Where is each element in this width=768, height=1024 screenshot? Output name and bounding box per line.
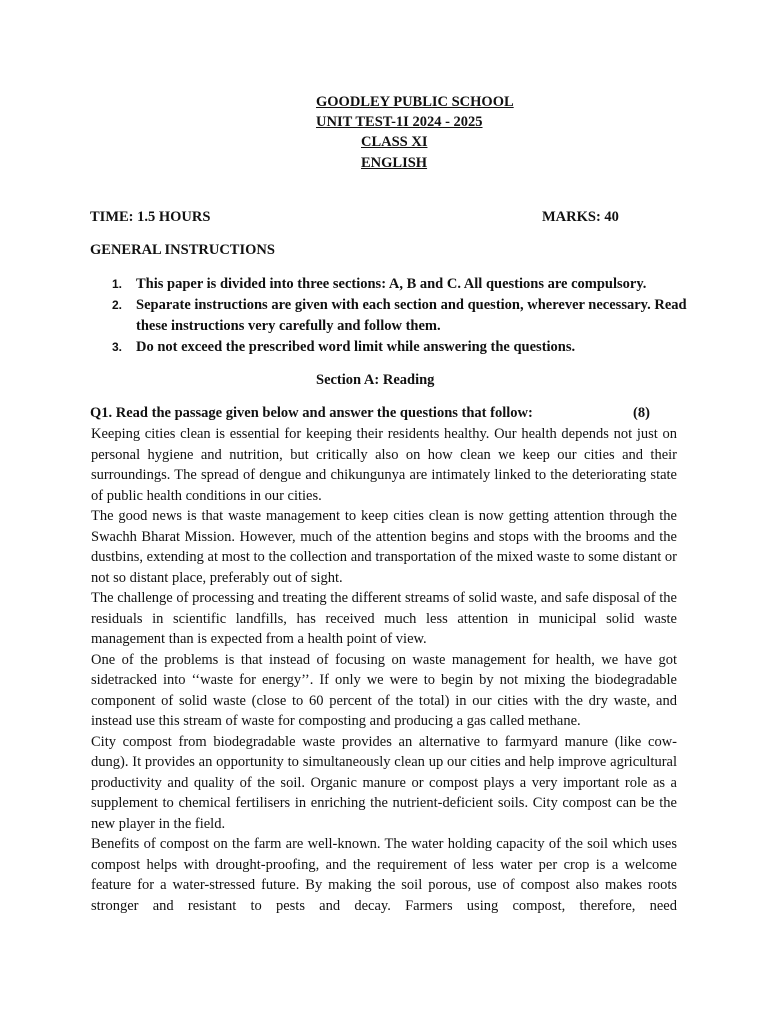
subject-label: ENGLISH [361, 155, 428, 171]
instruction-text: Do not exceed the prescribed word limit while answering the questions. [136, 339, 576, 355]
instruction-number: 3. [112, 340, 123, 354]
instruction-number: 1. [112, 277, 123, 291]
instruction-item [112, 274, 692, 295]
reading-passage [91, 424, 677, 916]
instruction-item [112, 295, 692, 336]
instruction-text: This paper is divided into three sections: A, B and C. All questions are compulsory. [136, 276, 647, 292]
passage-paragraph: The challenge of processing and treating the different streams of solid waste, and safe disposal of the residuals in scientific landfills, has received much less attention in municipal solid waste management than is expected from a health point of view. [91, 590, 677, 647]
section-title: Section A: Reading [316, 372, 435, 388]
class-label: CLASS XI [361, 134, 428, 150]
instruction-text: Separate instructions are given with each section and question, wherever necessary. Read these instructions very carefully and follow them. [136, 297, 687, 334]
school-name: GOODLEY PUBLIC SCHOOL [316, 94, 514, 110]
time-label: TIME: 1.5 HOURS [90, 209, 211, 225]
passage-paragraph: City compost from biodegradable waste provides an alternative to farmyard manure (like cow-dung). It provides an opportunity to simultaneously clean up our cities and help improve agricultural productivity and quality of the soil. Organic manure or compost plays a very important role as a supplement to chemical fertilisers in enriching the nutrient-deficient soils. City compost can be the new player in the field. [91, 733, 677, 832]
question-marks: (8) [633, 405, 650, 421]
instruction-number: 2. [112, 298, 123, 312]
test-title: UNIT TEST-1I 2024 - 2025 [316, 114, 483, 130]
marks-label: MARKS: 40 [542, 209, 619, 225]
passage-paragraph: Benefits of compost on the farm are well-known. The water holding capacity of the soil which uses compost helps with drought-proofing, and the requirement of less water per crop is a welcome feature for a water-stressed future. By making the soil porous, use of compost also makes roots stronger and resistant to pests and decay. Farmers using compost, therefore, need [91, 836, 677, 914]
question-prompt: Q1. Read the passage given below and answer the questions that follow: [90, 405, 533, 421]
instructions-heading: GENERAL INSTRUCTIONS [90, 242, 275, 258]
instruction-item [112, 337, 692, 358]
passage-paragraph: The good news is that waste management to keep cities clean is now getting attention through the Swachh Bharat Mission. However, much of the attention begins and stops with the brooms and the dustbins, extending at most to the collection and transportation of the mixed waste to some distant or not so distant place, preferably out of sight. [91, 508, 677, 586]
passage-paragraph: One of the problems is that instead of focusing on waste management for health, we have got sidetracked into ‘‘waste for energy’’. If only we were to begin by not mixing the biodegradable component of solid waste (close to 60 percent of the total) in our cities with the dry waste, and instead use this stream of waste for composting and producing a gas called methane. [91, 651, 677, 729]
passage-paragraph: Keeping cities clean is essential for keeping their residents healthy. Our health depends not just on personal hygiene and nutrition, but critically also on how clean we keep our cities and their surroundings. The spread of dengue and chikungunya are intimately linked to the deteriorating state of public health conditions in our cities. [91, 426, 677, 504]
